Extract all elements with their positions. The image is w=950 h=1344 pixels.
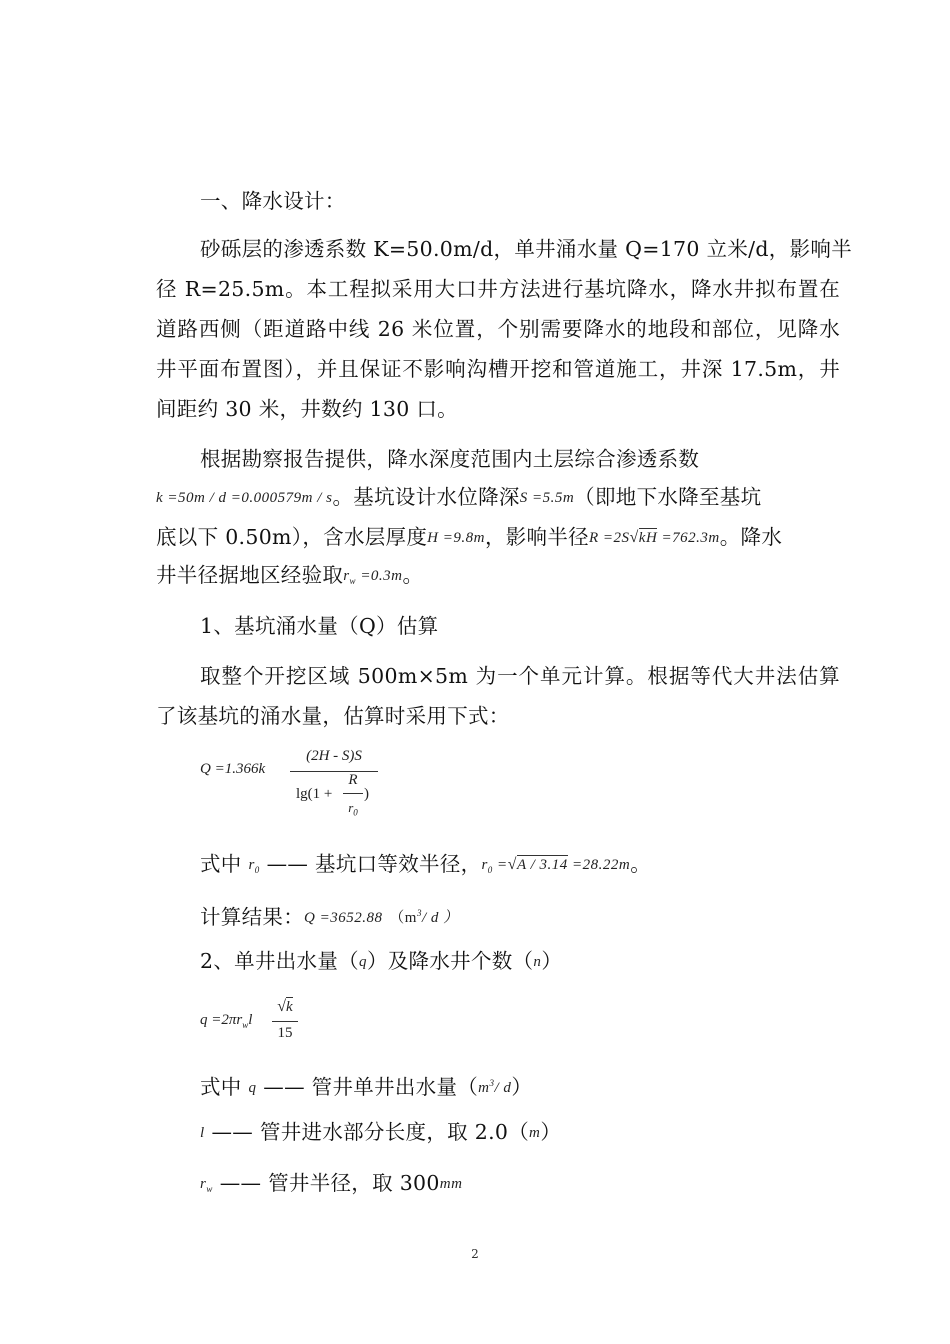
result-unit [389, 910, 458, 926]
r0-formula-radicand: A / 3.14 [516, 857, 568, 873]
r-formula [589, 530, 720, 546]
q-formula-den-den [343, 800, 363, 818]
rw-formula [343, 568, 402, 584]
para1-line1: 砂砾层的渗透系数 K=50.0m/d，单井涌水量 Q=170 立米/d，影响半 [200, 237, 852, 261]
para2-line3-mid: ，影响半径 [484, 525, 589, 549]
r0-formula [481, 857, 630, 873]
r0-subscript: 0 [353, 807, 358, 818]
para1-line3: 道路西侧（距道路中线 26 米位置，个别需要降水的地段和部位，见降水 [156, 317, 840, 341]
section1-title: 1、基坑涌水量（Q）估算 [200, 614, 439, 638]
rw-symbol: r [343, 568, 350, 584]
section2-def3 [200, 1168, 462, 1204]
def1-unit-sup: 3 [489, 1078, 495, 1088]
para2-line3 [156, 522, 782, 553]
para2-tail: （即地下水降至基坑 [574, 485, 762, 509]
def2-close: ） [540, 1120, 562, 1144]
section2-title-b: ）及降水井个数（ [366, 949, 534, 973]
r0-formula-sym: r [481, 857, 488, 873]
h-formula: H =9.8m [427, 530, 485, 546]
section2-title [200, 946, 562, 977]
sqrt-icon: √ [629, 529, 639, 546]
def-tail: 。 [630, 852, 652, 876]
def-text: —— 基坑口等效半径， [266, 852, 482, 876]
r0-formula-eq: = [497, 857, 508, 873]
section2-def1 [200, 1068, 532, 1103]
section2-title-c: ） [541, 949, 563, 973]
def3-symbol [200, 1176, 213, 1192]
para2-line3-tail: 。降水 [719, 525, 783, 549]
para1-line4: 井平面布置图），并且保证不影响沟槽开挖和管道施工，井深 17.5m，井 [156, 357, 840, 381]
def3-sym: r [200, 1176, 207, 1192]
def3-sub: w [206, 1184, 213, 1194]
def1-unit-m: m [478, 1080, 490, 1096]
well-q-l: l [248, 1012, 253, 1028]
result-formula: Q =3652.88 [304, 910, 383, 926]
result-unit-open: （m [389, 910, 417, 926]
def2-text: —— 管井进水部分长度，取 2.0（ [211, 1120, 530, 1144]
para2-line2 [156, 482, 761, 513]
def-sym: r [248, 857, 255, 873]
para2-line4-head: 井半径据地区经验取 [156, 563, 344, 587]
section1-line1: 取整个开挖区域 500m×5m 为一个单元计算。根据等代大井法估算 [200, 664, 840, 688]
q-formula-den-num: R [348, 772, 358, 788]
section2-title-a: 2、单井出水量（ [200, 949, 359, 973]
rw-value: =0.3m [360, 568, 403, 584]
result-line [200, 898, 459, 933]
def3-unit: mm [439, 1176, 463, 1192]
section2-def2 [200, 1117, 561, 1148]
well-q-denominator: 15 [277, 1025, 293, 1041]
well-q-numerator [272, 998, 298, 1016]
well-q-radicand: k [286, 999, 293, 1015]
def1-head: 式中 [200, 1075, 242, 1099]
para2-line4 [156, 560, 423, 596]
r0-formula-value: =28.22m [572, 857, 631, 873]
def1-sym: q [248, 1080, 257, 1096]
k-formula: k =50m / d =0.000579m / s [156, 490, 333, 506]
section1-def [200, 849, 651, 885]
rw-subscript: w [349, 576, 357, 586]
page-number: 2 [471, 1247, 479, 1261]
para2-line3-head: 底以下 0.50m），含水层厚度 [156, 525, 428, 549]
q-formula-den-suffix: ) [364, 786, 369, 802]
def1-close: ） [511, 1075, 533, 1099]
r-formula-a: R =2S [588, 530, 630, 546]
def1-text: —— 管井单井出水量（ [263, 1075, 479, 1099]
q-formula-inner-bar [343, 793, 363, 794]
def1-unit-tail: / d [494, 1080, 512, 1096]
r-formula-radicand: kH [638, 530, 658, 546]
well-q-bar [272, 1021, 298, 1022]
para2-line4-tail: 。 [402, 563, 424, 587]
well-q-lhs-text: q =2πr [200, 1012, 243, 1028]
def2-unit: m [529, 1125, 541, 1141]
well-q-lhs [200, 1012, 252, 1030]
def-head: 式中 [200, 852, 242, 876]
r0-symbol: r [348, 800, 354, 815]
r0-formula-sub: 0 [487, 865, 493, 875]
para1-line5: 间距约 30 米，井数约 130 口。 [156, 397, 458, 421]
q-formula-lhs: Q =1.366k [200, 761, 266, 777]
result-unit-sup: 3 [416, 908, 422, 918]
para2-line1: 根据勘察报告提供，降水深度范围内土层综合渗透系数 [200, 447, 700, 471]
para2-text: 。基坑设计水位降深 [332, 485, 520, 509]
q-formula-den-prefix: lg(1 + [296, 786, 333, 802]
sqrt-icon: √ [507, 856, 517, 873]
well-q-lhs-sub: w [242, 1020, 249, 1030]
para1-line2: 径 R=25.5m。本工程拟采用大口井方法进行基坑降水，降水井拟布置在 [156, 277, 840, 301]
def3-text: —— 管井半径，取 300 [219, 1171, 440, 1195]
result-unit-tail: / d ） [421, 910, 459, 926]
section2-title-n: n [533, 954, 542, 970]
s-formula: S =5.5m [519, 490, 575, 506]
def1-unit [478, 1080, 511, 1096]
r-formula-b: =762.3m [661, 530, 720, 546]
def-symbol [248, 857, 259, 873]
def2-sym: l [200, 1125, 205, 1141]
sqrt-icon: √ [277, 998, 287, 1015]
result-label: 计算结果： [200, 905, 304, 929]
section-heading: 一、降水设计： [200, 189, 346, 213]
section2-title-q: q [358, 954, 367, 970]
q-formula-bar [290, 771, 378, 772]
section1-line2: 了该基坑的涌水量，估算时采用下式： [156, 704, 510, 728]
q-formula-numerator: (2H - S)S [306, 748, 362, 764]
def-sym-sub: 0 [254, 865, 260, 875]
